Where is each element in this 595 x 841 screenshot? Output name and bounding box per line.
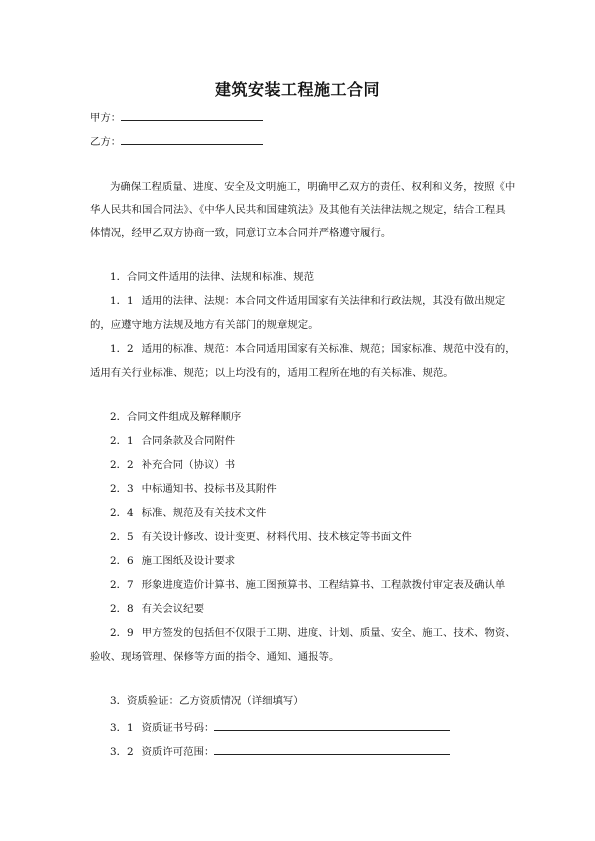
section2-heading: 2．合同文件组成及解释顺序 [110,411,242,423]
section2-item-text: 合同条款及合同附件 [141,435,236,447]
section2-item-text: 形象进度造价计算书、施工图预算书、工程结算书、工程款拨付审定表及确认单 [141,579,506,591]
intro-line-1: 为确保工程质量、进度、安全及文明施工，明确甲乙双方的责任、权利和义务，按照《中 [110,181,516,193]
section2-item-text: 甲方签发的包括但不仅限于工期、进度、计划、质量、安全、施工、技术、物资、 [141,627,516,639]
section1-item1-text: 适用的法律、法规：本合同文件适用国家有关法律和行政法规，其没有做出规定 [141,295,506,307]
section2-item-num: 2．8 [110,603,134,615]
section2-item-text: 补充合同（协议）书 [141,459,236,471]
party-a-line [90,108,520,125]
section2-item-num: 2．6 [110,555,134,567]
section2-item [110,626,540,640]
section2-item [110,506,540,520]
section3-item2-num: 3．2 [110,746,134,758]
section2-item-num: 2．3 [110,483,134,495]
section2-item-num: 2．1 [110,435,134,447]
party-b-blank[interactable] [121,132,263,145]
party-a-blank[interactable] [121,108,263,121]
section2-item-text: 有关设计修改、设计变更、材料代用、技术核定等书面文件 [141,531,412,543]
section2-item [110,554,540,568]
section3-item1-num: 3．1 [110,722,134,734]
document-title: 建筑安装工程施工合同 [214,80,380,99]
section2-item-num: 2．7 [110,579,134,591]
section2-item-text: 中标通知书、投标书及其附件 [141,483,277,495]
section2-item-num: 2．4 [110,507,134,519]
section2-item [110,602,540,616]
section2-item [110,530,540,544]
intro-line-3: 体情况，经甲乙双方协商一致，同意订立本合同并严格遵守履行。 [90,227,392,239]
section2-item [110,434,540,448]
intro-line-2: 华人民共和国合同法》、《中华人民共和国建筑法》及其他有关法律法规之规定，结合工程具 [90,204,506,216]
section3-item1-label: 资质证书号码： [141,722,215,734]
section2-item [110,482,540,496]
section2-item-text: 有关会议纪要 [141,603,204,615]
section1-heading: 1．合同文件适用的法律、法规和标准、规范 [110,271,315,283]
section1-item2-line1 [110,342,540,356]
party-b-label: 乙方： [90,136,122,148]
section1-item2-text: 适用的标准、规范：本合同适用国家有关标准、规范；国家标准、规范中没有的， [141,343,516,355]
section1-item2-num: 1．2 [110,343,134,355]
party-a-label: 甲方： [90,112,122,124]
license-scope-blank[interactable] [214,742,450,755]
section3-item2-label: 资质许可范围： [141,746,215,758]
section2-item-num: 2．2 [110,459,134,471]
section2-item-num: 2．5 [110,531,134,543]
section2-item-text: 施工图纸及设计要求 [141,555,236,567]
section3-heading: 3．资质验证：乙方资质情况（详细填写） [110,695,304,707]
section2-item9-line2: 验收、现场管理、保修等方面的指令、通知、通报等。 [90,651,340,663]
section1-item2-line2: 适用有关行业标准、规范；以上均没有的，适用工程所在地的有关标准、规范。 [90,367,454,379]
section1-item1-num: 1．1 [110,295,134,307]
section2-item [110,458,540,472]
section1-item1-line1 [110,294,540,308]
section3-item1 [110,718,540,735]
cert-number-blank[interactable] [214,718,450,731]
section2-item-num: 2．9 [110,627,134,639]
section3-item2 [110,742,540,759]
section1-item1-line2: 的，应遵守地方法规及地方有关部门的规章规定。 [90,319,319,331]
section2-item-text: 标准、规范及有关技术文件 [141,507,267,519]
section2-item [110,578,540,592]
party-b-line [90,132,520,149]
